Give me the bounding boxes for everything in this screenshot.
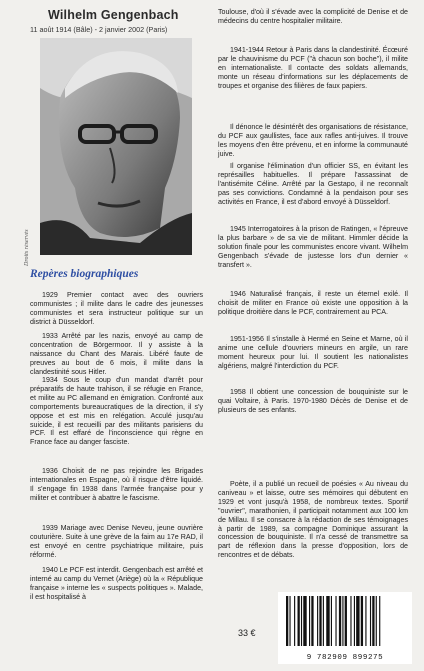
barcode-bar — [331, 596, 332, 646]
bio-paragraph: 1945 Interrogatoires à la prison de Ratingen, « l'épreuve la plus barbare » de sa vie de militant. Himmler décide la solution finale pour les communistes encore vivant. Wilhelm Gengenbach s'évade de justesse lors d'un dernier « transfert ». — [218, 225, 408, 269]
price-label: 33 € — [238, 628, 256, 638]
barcode-bar — [335, 596, 336, 646]
bio-paragraph: 1941-1944 Retour à Paris dans la clandestinité. Écœuré par le chauvinisme du PCF ("à chacun son boche"), il milite en internationaliste. Il contacte des soldats allemands, monte un réseau d'informations sur les déplacements de troupes et organise des filières de faux papiers. — [218, 46, 408, 90]
barcode-bar — [345, 596, 347, 646]
barcode-bar — [326, 596, 329, 646]
barcode-bar — [289, 596, 290, 646]
barcode-bar — [365, 596, 366, 646]
bio-paragraph: 1951-1956 Il s'installe à Hermé en Seine et Marne, où il anime une cellule d'ouvriers mineurs en argile, un rare moment heureux pour lui. Il soutient les nationalistes algériens, malgré l'interdiction du PCF. — [218, 335, 408, 370]
bio-paragraph: 1936 Choisit de ne pas rejoindre les Brigades internationales en Espagne, où il risque d'être liquidé. Il s'engage fin 1938 dans l'armée française pour y militer et contribuer à abattre le fascisme. — [30, 467, 203, 502]
barcode-bars — [278, 592, 412, 650]
barcode-bar — [376, 596, 377, 646]
isbn-barcode — [278, 592, 412, 664]
barcode-bar — [301, 596, 302, 646]
bio-paragraph: Il dénonce le désintérêt des organisations de résistance, du PCF aux gaullistes, face aux rafles anti-juives. Il trouve les moyens d'en être prévenu, et en informe la communauté juive. — [218, 123, 408, 158]
barcode-bar — [286, 596, 288, 646]
bio-paragraph: 1934 Sous le coup d'un mandat d'arrêt pour préparatifs de haute trahison, il se réfugie en France, et milite au PC allemand en émigration. Confronté aux comportements bureaucratiques de la direction, il s'y oppose et est mis en relégation. Acculé jusqu'au suicide, il est recueilli par des militants parisiens du PCF. Il est effaré de l'inconscience qui règne en France face au danger fasciste. — [30, 376, 203, 447]
barcode-bar — [361, 596, 363, 646]
photo-credit: Droits réservés — [24, 229, 30, 266]
barcode-bar — [309, 596, 310, 646]
barcode-bar — [339, 596, 341, 646]
barcode-bar — [323, 596, 324, 646]
portrait-illustration — [40, 38, 192, 255]
barcode-bar — [317, 596, 318, 646]
barcode-bar — [319, 596, 321, 646]
barcode-bar — [294, 596, 295, 646]
barcode-bar — [303, 596, 306, 646]
author-photo — [40, 38, 192, 255]
bio-paragraph: 1929 Premier contact avec des ouvriers communistes ; il milite dans le cadre des jeunesses communistes et sera instructeur politique sur un district à Düsseldorf. — [30, 291, 203, 326]
barcode-bar — [350, 596, 351, 646]
barcode-bar — [354, 596, 355, 646]
bio-paragraph: 1946 Naturalisé français, il reste un éternel exilé. Il choisit de militer en France où existe une opposition à la politique droitière dans le PCF, contrairement au PCA. — [218, 290, 408, 316]
section-title: Repères biographiques — [30, 268, 139, 280]
barcode-digits: 9 782909 899275 — [306, 654, 384, 662]
barcode-bar — [298, 596, 300, 646]
bio-paragraph: 1933 Arrêté par les nazis, envoyé au camp de concentration de Börgermoor. Il y assiste à la naissance du Chant des Marais. Libéré faute de preuves au bout de 6 mois, il milite dans la clandestinité sous Hitler. — [30, 332, 203, 376]
barcode-bar — [342, 596, 343, 646]
bio-paragraph: 1939 Mariage avec Denise Neveu, jeune ouvrière couturière. Suite à une grève de la faim au 17e RAD, il est envoyé en centre psychiatrique militaire, puis réformé. — [30, 524, 203, 559]
barcode-bar — [311, 596, 313, 646]
bio-paragraph: 1940 Le PCF est interdit. Gengenbach est arrêté et interné au camp du Vernet (Ariège) où la « République française » interne les « suspects politiques ». Malade, il est hospitalisé à — [30, 566, 203, 601]
bio-paragraph: 1958 Il obtient une concession de bouquiniste sur le quai Voltaire, à Paris. 1970-1980 Décès de Denise et de plusieurs de ses enfants. — [218, 388, 408, 414]
bio-paragraph: Il organise l'élimination d'un officier SS, en évitant les représailles habituelles. Il prépare l'assassinat de l'antisémite Céline. Arrêté par la Gestapo, il ne reconnaît pas ses convictions. Condamné à la pendaison pour ses activités en France, il est d'abord envoyé à Düsseldorf. — [218, 162, 408, 206]
author-dates: 11 août 1914 (Bâle) - 2 janvier 2002 (Paris) — [30, 25, 168, 34]
bio-paragraph: Toulouse, d'où il s'évade avec la complicité de Denise et de médecins du centre hospitalier militaire. — [218, 8, 408, 25]
barcode-bar — [356, 596, 359, 646]
barcode-bar — [372, 596, 374, 646]
author-name: Wilhelm Gengenbach — [48, 8, 179, 22]
barcode-bar — [379, 596, 380, 646]
bio-paragraph: Poète, il a publié un recueil de poésies « Au niveau du caniveau » et laisse, outre ses mémoires qui débutent en 1929 et vont jusqu'à 1958, de nombreux textes. Sportif "ouvrier", marathonien, il participait notamment aux 100 km de Millau. Il se consacre à la rédaction de ses témoignages à partir de 1989, sa compagne Dominique assurant la concession de bouquiniste. Il n'a cessé de transmettre sa part de réflexion dans la presse d'opposition, lors de rencontres et de débats. — [218, 480, 408, 560]
barcode-bar — [370, 596, 371, 646]
